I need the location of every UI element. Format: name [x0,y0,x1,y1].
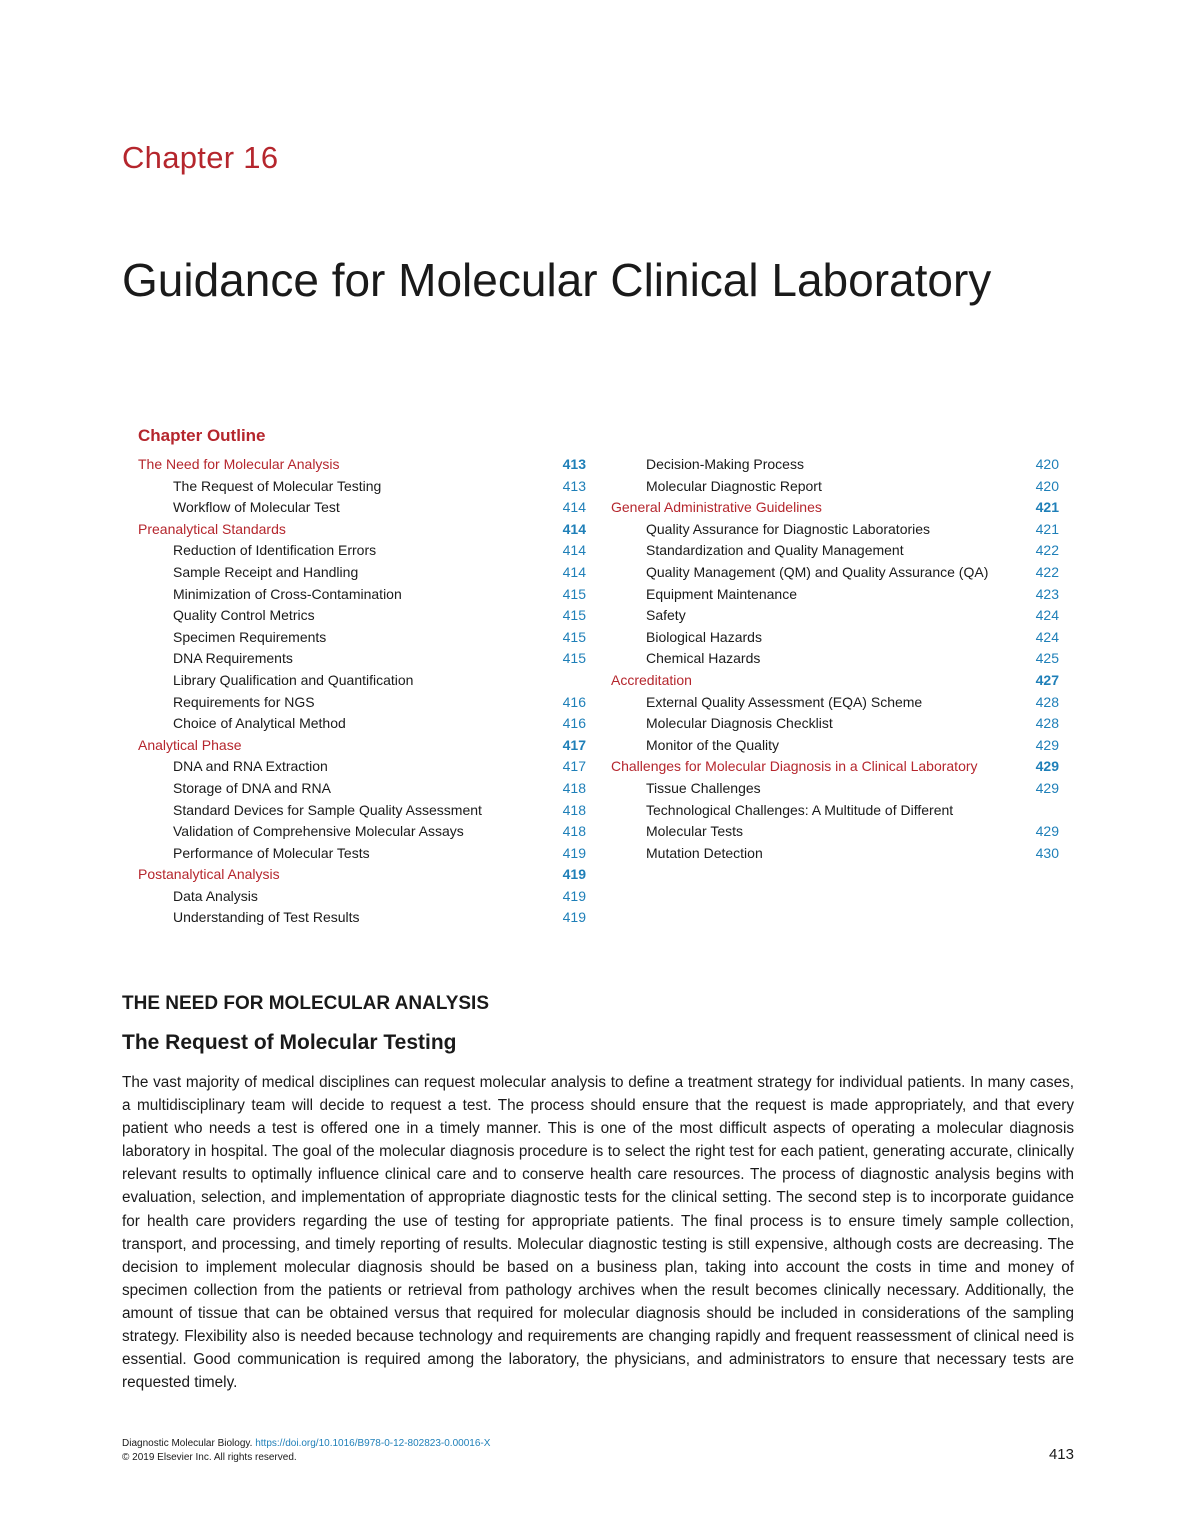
toc-subsection-entry[interactable] [138,843,586,865]
toc-entry-page[interactable]: 414 [562,542,586,559]
toc-entry-title[interactable]: Standard Devices for Sample Quality Assessment [173,801,482,818]
toc-entry-page[interactable]: 421 [1035,499,1059,516]
toc-entry-page[interactable]: 418 [562,779,586,796]
toc-left-column [138,454,586,929]
toc-entry-page[interactable]: 429 [1035,758,1059,775]
toc-subsection-entry[interactable] [138,778,586,800]
toc-subsection-entry[interactable] [611,519,1059,541]
toc-entry-title[interactable]: The Need for Molecular Analysis [138,456,340,472]
toc-entry-page[interactable]: 416 [562,693,586,710]
toc-entry-title[interactable]: Tissue Challenges [646,779,761,796]
section-heading: THE NEED FOR MOLECULAR ANALYSIS [122,993,490,1014]
footer [122,1437,490,1465]
toc-entry-title[interactable]: Analytical Phase [138,736,242,753]
toc-entry-page[interactable]: 424 [1035,607,1059,624]
toc-right-column [611,454,1059,864]
toc-subsection-entry[interactable] [611,476,1059,498]
toc-entry-title[interactable]: Quality Assurance for Diagnostic Laboratories [646,520,931,537]
toc-entry-title[interactable]: Challenges for Molecular Diagnosis in a Clinical Laboratory [611,758,978,775]
toc-subsection-entry[interactable] [611,540,1059,562]
toc-entry-page[interactable]: 428 [1035,715,1059,732]
toc-subsection-entry[interactable] [611,584,1059,606]
toc-entry-title[interactable]: Specimen Requirements [173,628,327,645]
footer-copyright: © 2019 Elsevier Inc. All rights reserved. [122,1452,297,1463]
toc-entry-title[interactable]: Library Qualification and Quantification [173,671,414,688]
toc-subsection-entry[interactable] [138,886,586,908]
toc-entry-page[interactable]: 430 [1035,844,1059,861]
toc-entry-page[interactable]: 415 [562,650,586,667]
toc-entry-title[interactable]: Molecular Tests [646,823,744,840]
body-paragraph: The vast majority of medical disciplines can request molecular analysis to define a treatment strategy for individual patients. In many cases, a multidisciplinary team will decide to request a test. The process should ensure that the request is made appropriately, and that every patient who needs a test is offered one in a timely manner. This is one of the most difficult aspects of operating a molecular diagnosis laboratory in hospital. The goal of the molecular diagnosis procedure is to select the right test for each patient, generating accurate, clinically relevant results to optimally influence clinical care and to conserve health care resources. The process of diagnostic analysis begins with evaluation, selection, and implementation of appropriate diagnostic tests for the clinical setting. The second step is to incorporate guidance for health care providers regarding the use of testing for appropriate patients. The final process is to ensure timely sample collection, transport, and processing, and timely reporting of results. Molecular diagnostic testing is still expensive, although costs are decreasing. The decision to implement molecular diagnosis should be based on a business plan, taking into account the costs in time and money of specimen collection from the patients or retrieval from pathology archives when the result becomes clinically necessary. Additionally, the amount of tissue that can be obtained versus that required for molecular diagnosis should be included in considerations of the sampling strategy. Flexibility also is needed because technology and requirements are changing rapidly and frequent reassessment of clinical need is essential. Good communication is required among the laboratory, the physicians, and administrators to ensure that necessary tests are requested timely. [122,1074,1074,1392]
toc-entry-title[interactable]: Chemical Hazards [646,650,761,667]
toc-entry-title[interactable]: Sample Receipt and Handling [173,563,359,580]
toc-entry-page[interactable]: 415 [562,585,586,602]
toc-entry-page[interactable]: 414 [562,520,586,537]
toc-entry-title[interactable]: Validation of Comprehensive Molecular Assays [173,823,464,840]
toc-subsection-entry[interactable] [138,627,586,649]
toc-entry-title[interactable]: Accreditation [611,671,692,688]
toc-subsection-entry[interactable] [138,584,586,606]
toc-entry-title[interactable]: Standardization and Quality Management [646,542,904,559]
chapter-label: Chapter 16 [122,140,279,175]
footer-doi-link[interactable]: https://doi.org/10.1016/B978-0-12-802823-0.00016-X [255,1438,491,1449]
toc-section-entry[interactable] [138,735,586,757]
toc-entry-title[interactable]: Monitor of the Quality [646,736,780,753]
toc-entry-page[interactable]: 422 [1035,542,1059,559]
toc-subsection-entry[interactable] [611,735,1059,757]
toc-subsection-entry[interactable] [138,670,586,692]
toc-entry-page[interactable]: 429 [1035,823,1059,840]
toc-entry-page[interactable]: 429 [1035,736,1059,753]
toc-subsection-entry[interactable] [611,843,1059,865]
toc-subsection-entry[interactable] [138,692,586,714]
toc-entry-page[interactable]: 420 [1035,477,1059,494]
toc-subsection-entry[interactable] [611,692,1059,714]
subsection-heading: The Request of Molecular Testing [122,1031,457,1054]
toc-section-entry[interactable] [138,519,586,541]
toc-entry-title[interactable]: The Request of Molecular Testing [173,477,382,494]
toc-entry-title[interactable]: Safety [646,607,686,624]
toc-entry-title[interactable]: Performance of Molecular Tests [173,844,370,861]
toc-entry-page[interactable]: 420 [1035,456,1059,472]
toc-section-entry[interactable] [138,454,586,476]
toc-entry-page[interactable]: 429 [1035,779,1059,796]
toc-entry-title[interactable]: Quality Control Metrics [173,607,315,624]
toc-entry-page[interactable]: 428 [1035,693,1059,710]
toc-entry-page[interactable]: 418 [562,823,586,840]
toc-subsection-entry[interactable] [138,800,586,822]
toc-entry-title[interactable]: Requirements for NGS [173,693,315,710]
toc-entry-title[interactable]: Equipment Maintenance [646,585,797,602]
toc-entry-title[interactable]: Minimization of Cross-Contamination [173,585,402,602]
toc-entry-page[interactable]: 421 [1035,520,1059,537]
toc-entry-page[interactable]: 413 [562,477,586,494]
toc-entry-title[interactable]: Postanalytical Analysis [138,866,280,883]
toc-subsection-entry[interactable] [138,562,586,584]
toc-subsection-entry[interactable] [611,454,1059,476]
toc-entry-title[interactable]: Molecular Diagnosis Checklist [646,715,833,732]
toc-entry-page[interactable]: 417 [562,736,586,753]
toc-subsection-entry[interactable] [611,800,1059,822]
toc-subsection-entry[interactable] [138,605,586,627]
toc-entry-page[interactable]: 419 [562,844,586,861]
toc-entry-page[interactable]: 415 [562,607,586,624]
toc-entry-title[interactable]: External Quality Assessment (EQA) Scheme [646,693,923,710]
toc-subsection-entry[interactable] [138,756,586,778]
toc-entry-page[interactable]: 417 [562,758,586,775]
toc-entry-page[interactable]: 423 [1035,585,1059,602]
toc-entry-title[interactable]: Storage of DNA and RNA [173,779,331,796]
chapter-outline-heading: Chapter Outline [138,426,266,445]
toc-section-entry[interactable] [611,670,1059,692]
toc-section-entry[interactable] [611,756,1059,778]
toc-subsection-entry[interactable] [611,821,1059,843]
toc-subsection-entry[interactable] [611,562,1059,584]
toc-entry-page[interactable]: 413 [562,456,586,472]
toc-entry-title[interactable]: DNA Requirements [173,650,293,667]
toc-subsection-entry[interactable] [138,497,586,519]
toc-entry-title[interactable]: Preanalytical Standards [138,520,286,537]
toc-section-entry[interactable] [138,864,586,886]
footer-source: Diagnostic Molecular Biology. [122,1438,253,1449]
toc-subsection-entry[interactable] [611,713,1059,735]
toc-entry-page[interactable]: 424 [1035,628,1059,645]
toc-entry-page[interactable]: 422 [1035,563,1059,580]
toc-subsection-entry[interactable] [611,778,1059,800]
toc-subsection-entry[interactable] [611,605,1059,627]
toc-entry-title[interactable]: Choice of Analytical Method [173,715,346,732]
toc-entry-title[interactable]: Data Analysis [173,887,258,904]
toc-entry-page[interactable]: 419 [562,887,586,904]
page-number: 413 [1048,1446,1074,1463]
toc-entry-page[interactable]: 427 [1035,671,1059,688]
toc-entry-title[interactable]: Workflow of Molecular Test [173,499,340,516]
toc-entry-page[interactable]: 425 [1035,650,1059,667]
toc-entry-title[interactable]: Mutation Detection [646,844,763,861]
toc-subsection-entry[interactable] [138,821,586,843]
toc-subsection-entry[interactable] [138,476,586,498]
toc-entry-page[interactable]: 414 [562,499,586,516]
toc-entry-title[interactable]: Reduction of Identification Errors [173,542,377,559]
toc-subsection-entry[interactable] [138,540,586,562]
toc-section-entry[interactable] [611,497,1059,519]
toc-subsection-entry[interactable] [611,648,1059,670]
toc-entry-page[interactable]: 419 [562,866,586,883]
toc-entry-page[interactable]: 415 [562,628,586,645]
toc-subsection-entry[interactable] [138,713,586,735]
toc-entry-title[interactable]: General Administrative Guidelines [611,499,822,516]
toc-entry-page[interactable]: 418 [562,801,586,818]
toc-entry-page[interactable]: 419 [562,909,586,926]
toc-subsection-entry[interactable] [138,907,586,929]
chapter-title: Guidance for Molecular Clinical Laboratory [122,254,992,306]
toc-entry-title[interactable]: Molecular Diagnostic Report [646,477,822,494]
toc-subsection-entry[interactable] [611,627,1059,649]
toc-entry-page[interactable]: 414 [562,563,586,580]
toc-entry-title[interactable]: Understanding of Test Results [173,909,360,926]
toc-entry-title[interactable]: Biological Hazards [646,628,762,645]
toc-entry-title[interactable]: DNA and RNA Extraction [173,758,328,775]
toc-entry-title[interactable]: Technological Challenges: A Multitude of Different [646,801,954,818]
toc-entry-title[interactable]: Decision-Making Process [646,456,804,472]
toc-entry-page[interactable]: 416 [562,715,586,732]
toc-entry-title[interactable]: Quality Management (QM) and Quality Assurance (QA) [646,563,989,580]
toc-subsection-entry[interactable] [138,648,586,670]
